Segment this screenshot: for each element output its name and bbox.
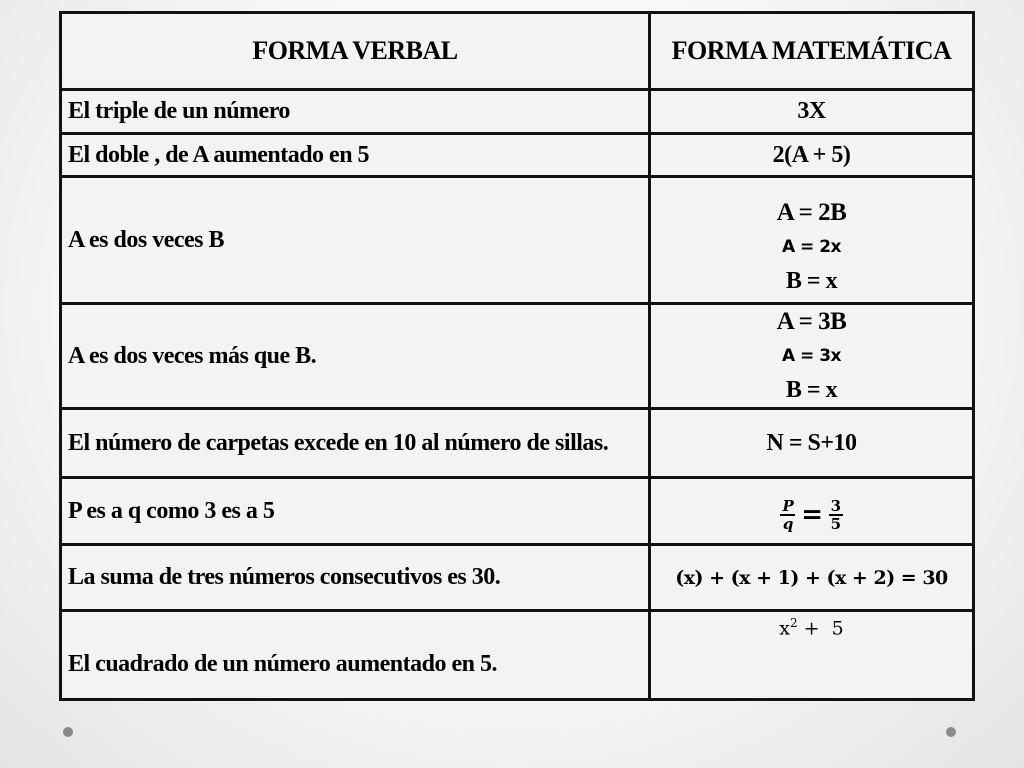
verbal-cell: A es dos veces B xyxy=(61,177,650,304)
verbal-cell: El número de carpetas excede en 10 al número de sillas. xyxy=(61,409,650,478)
math-cell: 2(A + 5) xyxy=(650,134,974,177)
math-line: B = x xyxy=(785,377,838,403)
equals-sign: = xyxy=(801,499,823,530)
math-line: B = x xyxy=(785,268,838,294)
expressions-table xyxy=(59,11,975,701)
table-row xyxy=(61,478,974,545)
proportion-formula xyxy=(780,498,842,532)
header-verbal: FORMA VERBAL xyxy=(61,13,650,90)
fraction-numerator: P xyxy=(782,496,794,515)
verbal-cell: La suma de tres números consecutivos es 30. xyxy=(61,545,650,611)
math-line: A = 3B xyxy=(776,308,847,335)
fraction-numerator: 3 xyxy=(830,496,841,515)
table-row xyxy=(61,409,974,478)
fraction-denominator: 5 xyxy=(830,514,841,533)
verbal-cell: El cuadrado de un número aumentado en 5. xyxy=(61,611,650,700)
verbal-cell: P es a q como 3 es a 5 xyxy=(61,478,650,545)
table-row xyxy=(61,177,974,304)
header-math: FORMA MATEMÁTICA xyxy=(650,13,974,90)
verbal-cell: A es dos veces más que B. xyxy=(61,304,650,409)
math-cell xyxy=(650,177,974,304)
slide-decoration-dot-right xyxy=(946,727,956,737)
square-formula xyxy=(657,616,966,639)
fraction-p-q xyxy=(780,498,795,532)
math-line: A = 2x xyxy=(781,237,842,257)
table-row xyxy=(61,134,974,177)
verbal-cell: El doble , de A aumentado en 5 xyxy=(61,134,650,177)
square-rest: + 5 xyxy=(797,617,844,640)
math-cell: (x) + (x + 1) + (x + 2) = 30 xyxy=(650,545,974,611)
math-line: A = 2B xyxy=(776,199,847,226)
table-row xyxy=(61,611,974,700)
math-cell: N = S+10 xyxy=(650,409,974,478)
math-cell xyxy=(650,611,974,700)
fraction-3-5 xyxy=(829,498,843,532)
math-cell xyxy=(650,304,974,409)
table-row xyxy=(61,304,974,409)
math-cell xyxy=(650,478,974,545)
square-base: x xyxy=(779,617,790,640)
table-header-row xyxy=(61,13,974,90)
math-line: A = 3x xyxy=(781,346,842,366)
table-row xyxy=(61,90,974,134)
slide-decoration-dot-left xyxy=(63,727,73,737)
table-row xyxy=(61,545,974,611)
square-exponent: 2 xyxy=(789,616,798,630)
fraction-denominator: q xyxy=(782,514,793,533)
verbal-cell: El triple de un número xyxy=(61,90,650,134)
math-cell: 3X xyxy=(650,90,974,134)
